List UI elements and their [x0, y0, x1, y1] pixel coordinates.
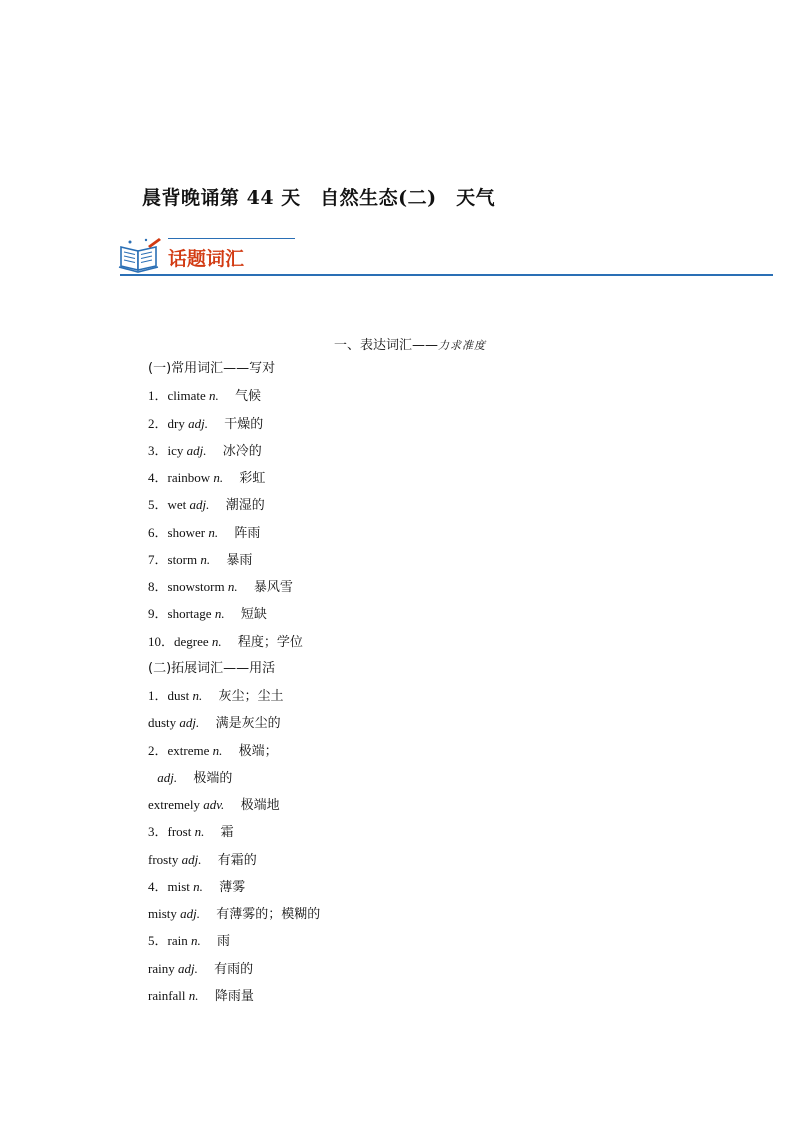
entry-number: 2．	[148, 742, 168, 758]
entry-part-of-speech: adj.	[186, 442, 207, 458]
open-book-icon	[118, 237, 162, 273]
entry-part-of-speech: n.	[212, 742, 223, 758]
entry-part-of-speech: n.	[213, 470, 224, 485]
vocab-entry	[148, 768, 648, 795]
entry-word: shower	[167, 524, 206, 540]
entry-meaning: 薄雾	[219, 879, 246, 895]
vocab-entry	[148, 468, 648, 495]
entry-number: 8．	[148, 579, 168, 594]
entry-word: rain	[167, 933, 188, 949]
entry-part-of-speech: adj.	[188, 415, 208, 431]
entry-part-of-speech: n.	[208, 524, 219, 540]
vocab-entry	[148, 441, 648, 468]
section-heading	[0, 334, 794, 353]
subsection-extended-heading: (二)拓展词汇——用活	[148, 660, 276, 676]
entry-word: rainy	[148, 960, 175, 976]
entry-number: 4．	[148, 878, 168, 894]
vocab-entry	[148, 850, 648, 877]
vocab-entry	[148, 822, 648, 849]
vocab-entry	[148, 632, 648, 659]
vocab-entry	[148, 959, 648, 986]
vocab-entry	[148, 931, 648, 958]
vocab-entry	[148, 550, 648, 577]
entry-word: dry	[167, 415, 185, 431]
vocab-entry	[148, 523, 648, 550]
entry-meaning: 降雨量	[214, 988, 254, 1004]
vocab-entry	[148, 577, 648, 604]
vocab-entry	[148, 877, 648, 904]
subsection-common-heading: (一)常用词汇——写对	[148, 361, 276, 376]
entry-number: 5．	[148, 497, 168, 513]
entry-word: extreme	[167, 742, 210, 758]
entry-word: climate	[167, 388, 206, 404]
entry-part-of-speech: n.	[200, 551, 211, 567]
entry-part-of-speech: n.	[188, 987, 199, 1003]
entry-part-of-speech: adj.	[189, 497, 210, 513]
entry-word: shortage	[167, 606, 212, 622]
entry-meaning: 短缺	[240, 607, 267, 623]
section-heading-emphasis: 力求准度	[438, 339, 486, 352]
entry-meaning: 满是灰尘的	[215, 716, 281, 732]
entry-word: frost	[167, 824, 192, 840]
vocab-entry	[148, 904, 648, 931]
entry-word: storm	[167, 551, 198, 567]
entry-meaning: 极端地	[240, 798, 280, 813]
section-heading-text: 一、表达词汇——	[333, 338, 438, 353]
entry-word: snowstorm	[167, 579, 225, 594]
vocab-entry	[148, 795, 648, 822]
entry-meaning: 潮湿的	[225, 498, 265, 514]
entry-number: 10．	[148, 633, 175, 649]
extended-words-list	[148, 686, 648, 1013]
entry-word: mist	[167, 878, 190, 894]
entry-word: rainbow	[167, 470, 211, 485]
entry-word: frosty	[148, 851, 179, 867]
entry-part-of-speech: adj.	[177, 960, 198, 976]
entry-number: 2．	[148, 415, 168, 431]
entry-meaning: 程度；学位	[237, 634, 303, 650]
entry-meaning: 彩虹	[239, 471, 266, 486]
entry-meaning: 雨	[217, 934, 231, 950]
entry-number: 6．	[148, 524, 168, 540]
entry-word: wet	[167, 497, 187, 513]
entry-part-of-speech: adv.	[203, 797, 225, 812]
entry-word: dust	[167, 688, 190, 703]
entry-part-of-speech: adj.	[181, 851, 202, 867]
entry-part-of-speech: n.	[211, 633, 222, 649]
entry-meaning: 霜	[220, 825, 234, 841]
entry-meaning: 有薄雾的；模糊的	[216, 907, 321, 922]
vocab-entry	[148, 986, 648, 1013]
banner-label: 话题词汇	[168, 248, 245, 270]
banner-bottom-rule	[120, 274, 773, 276]
entry-number: 9．	[148, 606, 168, 622]
entry-part-of-speech: n.	[227, 579, 238, 594]
entry-part-of-speech: n.	[214, 606, 225, 622]
vocab-entry	[148, 386, 648, 413]
entry-meaning: 干燥的	[224, 416, 264, 432]
vocab-entry	[148, 686, 648, 713]
vocab-entry	[148, 604, 648, 631]
entry-part-of-speech: n.	[194, 824, 205, 840]
entry-number: 3．	[148, 824, 168, 840]
entry-meaning: 暴雨	[226, 552, 253, 568]
entry-number: 3．	[148, 442, 168, 458]
entry-meaning: 极端的	[193, 770, 233, 786]
topic-vocabulary-banner	[118, 234, 774, 278]
entry-word: extremely	[148, 797, 200, 812]
page-title: 晨背晚诵第 44 天 自然生态(二) 天气	[142, 187, 496, 209]
entry-word: rainfall	[148, 987, 186, 1003]
entry-part-of-speech: adj.	[157, 769, 178, 785]
entry-number: 1．	[148, 688, 168, 703]
banner-top-rule	[168, 238, 295, 239]
vocab-entry	[148, 713, 648, 740]
entry-meaning: 阵雨	[234, 525, 261, 541]
entry-meaning: 极端；	[238, 743, 278, 759]
entry-part-of-speech: n.	[192, 688, 203, 703]
entry-meaning: 冰冷的	[222, 443, 262, 459]
entry-number: 4．	[148, 470, 168, 485]
entry-word: misty	[148, 906, 177, 921]
entry-meaning: 有霜的	[217, 852, 257, 868]
entry-meaning: 有雨的	[214, 961, 254, 977]
entry-meaning: 灰尘；尘土	[218, 689, 284, 704]
entry-number: 5．	[148, 933, 168, 949]
common-words-list	[148, 386, 648, 659]
entry-part-of-speech: adj.	[179, 715, 200, 731]
entry-part-of-speech: n.	[190, 933, 201, 949]
entry-part-of-speech: n.	[193, 878, 203, 894]
entry-word: dusty	[148, 715, 177, 731]
entry-number: 1．	[148, 388, 168, 404]
entry-part-of-speech: n.	[209, 388, 219, 404]
entry-meaning: 暴风雪	[253, 580, 293, 595]
vocabulary-list	[148, 359, 648, 1013]
entry-meaning: 气候	[235, 389, 262, 405]
vocab-entry	[148, 495, 648, 522]
entry-word: degree	[174, 633, 209, 649]
vocab-entry	[148, 414, 648, 441]
entry-number: 7．	[148, 551, 168, 567]
vocab-entry	[148, 741, 648, 768]
entry-word: icy	[167, 442, 184, 458]
entry-part-of-speech: adj.	[180, 906, 201, 921]
